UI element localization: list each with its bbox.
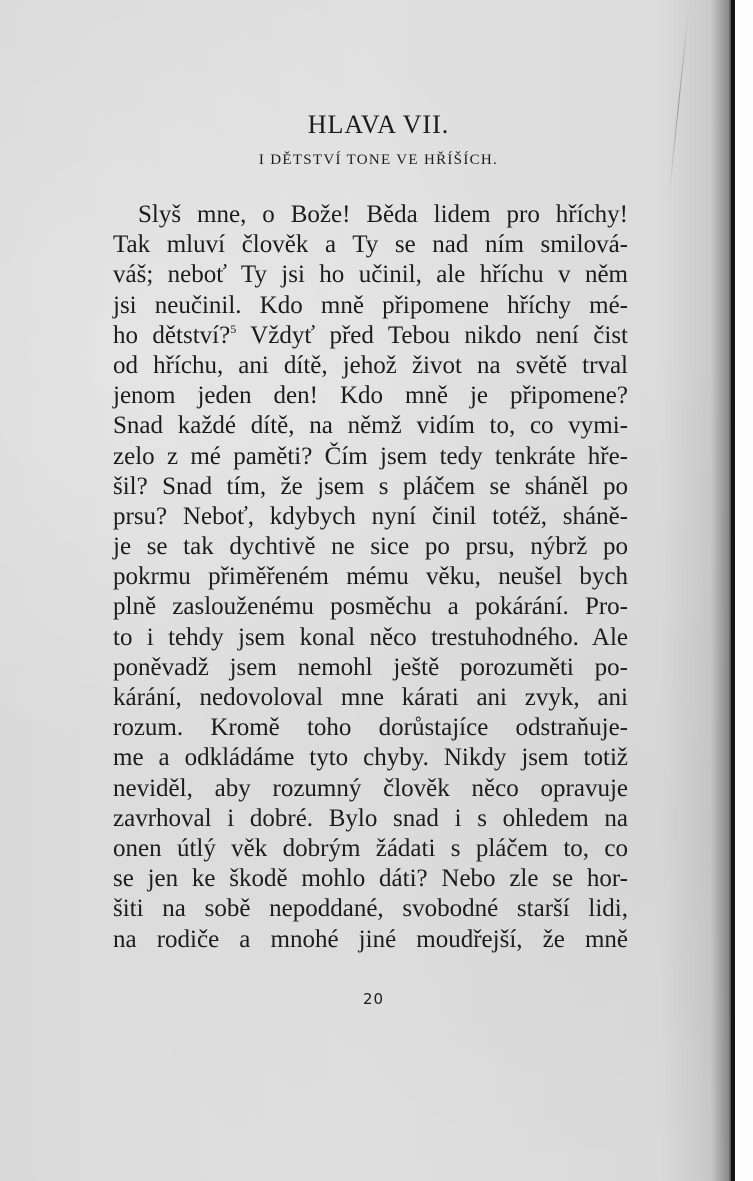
text-line: kárání, nedovoloval mne kárati ani zvyk, ani — [113, 684, 628, 711]
text-line: zelo z mé paměti? Čím jsem tedy tenkráte hře- — [113, 442, 628, 470]
body-paragraph — [113, 200, 628, 955]
text-line: Snad každé dítě, na němž vidím to, co vymi- — [113, 412, 628, 440]
page-number: 20 — [362, 990, 385, 1008]
text-line: od hříchu, ani dítě, jehož život na světě trval — [113, 351, 628, 379]
text-line: plně zaslouženému posměchu a pokárání. Pro- — [113, 593, 628, 621]
text-line: jenom jeden den! Kdo mně je připomene? — [113, 382, 628, 410]
text-line-with-footnote — [113, 321, 628, 351]
text-line: šil? Snad tím, že jsem s pláčem se sháněl po — [113, 472, 628, 500]
footnote-marker: 5 — [230, 321, 237, 336]
chapter-title: HLAVA VII. — [307, 110, 450, 139]
text-line: jsi neučinil. Kdo mně připomene hříchy mé- — [113, 291, 628, 319]
text-line: šiti na sobě nepoddané, svobodné starší lidi, — [113, 895, 628, 923]
text-line: poněvadž jsem nemohl ještě porozuměti po- — [113, 653, 628, 681]
text-line: váš; neboť Ty jsi ho učinil, ale hříchu v něm — [113, 261, 628, 289]
chapter-subtitle: I DĚTSTVÍ TONE VE HŘÍŠÍCH. — [258, 152, 499, 168]
text-line: prsu? Neboť, kdybych nyní činil totéž, sháně- — [113, 502, 628, 530]
text-line: na rodiče a mnohé jiné moudřejší, že mně — [113, 925, 628, 953]
paper-crease — [668, 10, 689, 199]
text-line: zavrhoval i dobré. Bylo snad i s ohledem na — [113, 804, 628, 832]
text-line: se jen ke škodě mohlo dáti? Nebo zle se hor- — [113, 865, 628, 893]
text-line: pokrmu přiměřeném mému věku, neušel bych — [113, 563, 628, 591]
text-line: je se tak dychtivě ne sice po prsu, nýbrž po — [113, 533, 628, 561]
text-line: Slyš mne, o Bože! Běda lidem pro hříchy! — [138, 201, 628, 228]
page-edge-shadow — [731, 0, 735, 1181]
text-line: Tak mluví člověk a Ty se nad ním smilová- — [113, 231, 628, 259]
text-line: me a odkládáme tyto chyby. Nikdy jsem totiž — [113, 744, 628, 772]
text-line: onen útlý věk dobrým žádati s pláčem to, co — [113, 834, 628, 862]
text-fragment: ho dětství? — [113, 321, 231, 349]
text-line: neviděl, aby rozumný člověk něco opravuje — [113, 774, 628, 802]
text-fragment: Vždyť před Tebou nikdo není čist — [236, 321, 628, 349]
text-line: to i tehdy jsem konal něco trestuhodného. Ale — [113, 623, 628, 651]
text-line: rozum. Kromě toho dorůstajíce odstraňuje- — [113, 714, 628, 742]
